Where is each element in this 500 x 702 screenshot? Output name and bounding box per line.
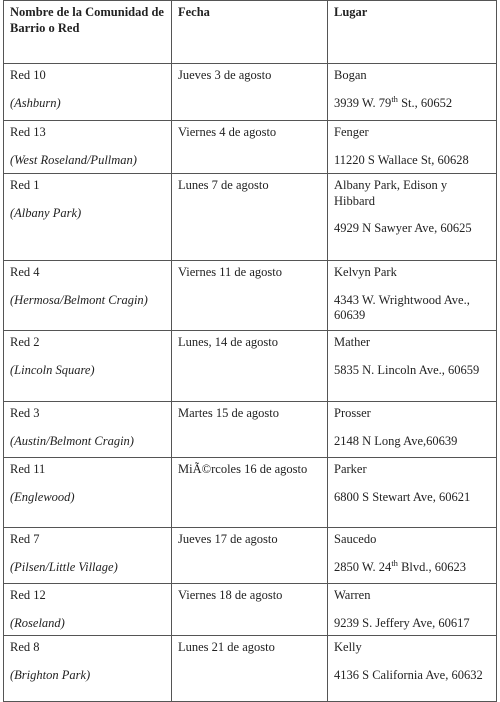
venue-name: Parker <box>334 462 367 476</box>
network-area: (Albany Park) <box>10 205 82 220</box>
community-cell <box>4 402 172 458</box>
venue-name: Prosser <box>334 406 371 420</box>
venue-name: Mather <box>334 335 371 349</box>
date-cell: Viernes 11 de agosto <box>172 261 328 331</box>
network-area: (Brighton Park) <box>10 667 91 682</box>
table-row <box>4 458 497 528</box>
location-cell <box>328 528 497 584</box>
network-name: Red 3 <box>10 406 40 420</box>
venue-name: Saucedo <box>334 532 377 546</box>
location-cell <box>328 174 497 261</box>
location-cell <box>328 121 497 174</box>
header-community: Nombre de la Comunidad de Barrio o Red <box>4 1 172 64</box>
location-cell <box>328 331 497 402</box>
network-area: (Ashburn) <box>10 95 61 110</box>
community-cell <box>4 331 172 402</box>
date-cell: Viernes 18 de agosto <box>172 584 328 636</box>
date-cell: Lunes, 14 de agosto <box>172 331 328 402</box>
date-cell: Jueves 17 de agosto <box>172 528 328 584</box>
table-header-row <box>4 1 497 64</box>
venue-address: 3939 W. 79th St., 60652 <box>334 93 453 110</box>
table-row <box>4 64 497 121</box>
network-name: Red 10 <box>10 68 46 82</box>
community-cell <box>4 636 172 702</box>
network-area: (Pilsen/Little Village) <box>10 559 118 574</box>
venue-name: Kelly <box>334 640 362 654</box>
table-row <box>4 174 497 261</box>
location-cell <box>328 458 497 528</box>
location-cell <box>328 584 497 636</box>
network-area: (Roseland) <box>10 615 65 630</box>
network-name: Red 4 <box>10 265 40 279</box>
header-date: Fecha <box>172 1 328 64</box>
venue-address: 11220 S Wallace St, 60628 <box>334 152 469 167</box>
table-row <box>4 636 497 702</box>
date-cell: Martes 15 de agosto <box>172 402 328 458</box>
community-cell <box>4 174 172 261</box>
network-name: Red 2 <box>10 335 40 349</box>
venue-address: 2850 W. 24th Blvd., 60623 <box>334 557 466 574</box>
community-cell <box>4 121 172 174</box>
network-name: Red 8 <box>10 640 40 654</box>
table-row <box>4 528 497 584</box>
date-cell: MiÃ©rcoles 16 de agosto <box>172 458 328 528</box>
venue-address: 6800 S Stewart Ave, 60621 <box>334 489 471 504</box>
venue-name: Kelvyn Park <box>334 265 397 279</box>
community-cell <box>4 64 172 121</box>
table-row <box>4 331 497 402</box>
date-cell: Viernes 4 de agosto <box>172 121 328 174</box>
location-cell <box>328 261 497 331</box>
meetings-table <box>3 0 497 702</box>
network-name: Red 11 <box>10 462 46 476</box>
venue-address: 4929 N Sawyer Ave, 60625 <box>334 221 472 236</box>
network-name: Red 13 <box>10 125 46 139</box>
table-row <box>4 402 497 458</box>
community-cell <box>4 528 172 584</box>
location-cell <box>328 636 497 702</box>
community-cell <box>4 261 172 331</box>
network-name: Red 12 <box>10 588 46 602</box>
network-area: (Austin/Belmont Cragin) <box>10 433 134 448</box>
venue-address: 4136 S California Ave, 60632 <box>334 667 483 682</box>
date-cell: Lunes 21 de agosto <box>172 636 328 702</box>
network-area: (Englewood) <box>10 489 75 504</box>
venue-address: 4343 W. Wrightwood Ave., 60639 <box>334 292 470 323</box>
date-cell: Jueves 3 de agosto <box>172 64 328 121</box>
network-area: (Hermosa/Belmont Cragin) <box>10 292 148 307</box>
date-cell: Lunes 7 de agosto <box>172 174 328 261</box>
venue-address: 9239 S. Jeffery Ave, 60617 <box>334 615 470 630</box>
venue-address: 2148 N Long Ave,60639 <box>334 433 458 448</box>
header-location: Lugar <box>328 1 497 64</box>
table-row <box>4 121 497 174</box>
venue-name: Fenger <box>334 125 369 139</box>
location-cell <box>328 64 497 121</box>
network-name: Red 1 <box>10 178 40 192</box>
network-area: (West Roseland/Pullman) <box>10 152 137 167</box>
community-cell <box>4 458 172 528</box>
table-row <box>4 584 497 636</box>
venue-name: Warren <box>334 588 371 602</box>
venue-name: Bogan <box>334 68 367 82</box>
location-cell <box>328 402 497 458</box>
community-cell <box>4 584 172 636</box>
network-name: Red 7 <box>10 532 40 546</box>
venue-name: Albany Park, Edison y Hibbard <box>334 178 448 208</box>
table-row <box>4 261 497 331</box>
network-area: (Lincoln Square) <box>10 362 95 377</box>
venue-address: 5835 N. Lincoln Ave., 60659 <box>334 362 480 377</box>
